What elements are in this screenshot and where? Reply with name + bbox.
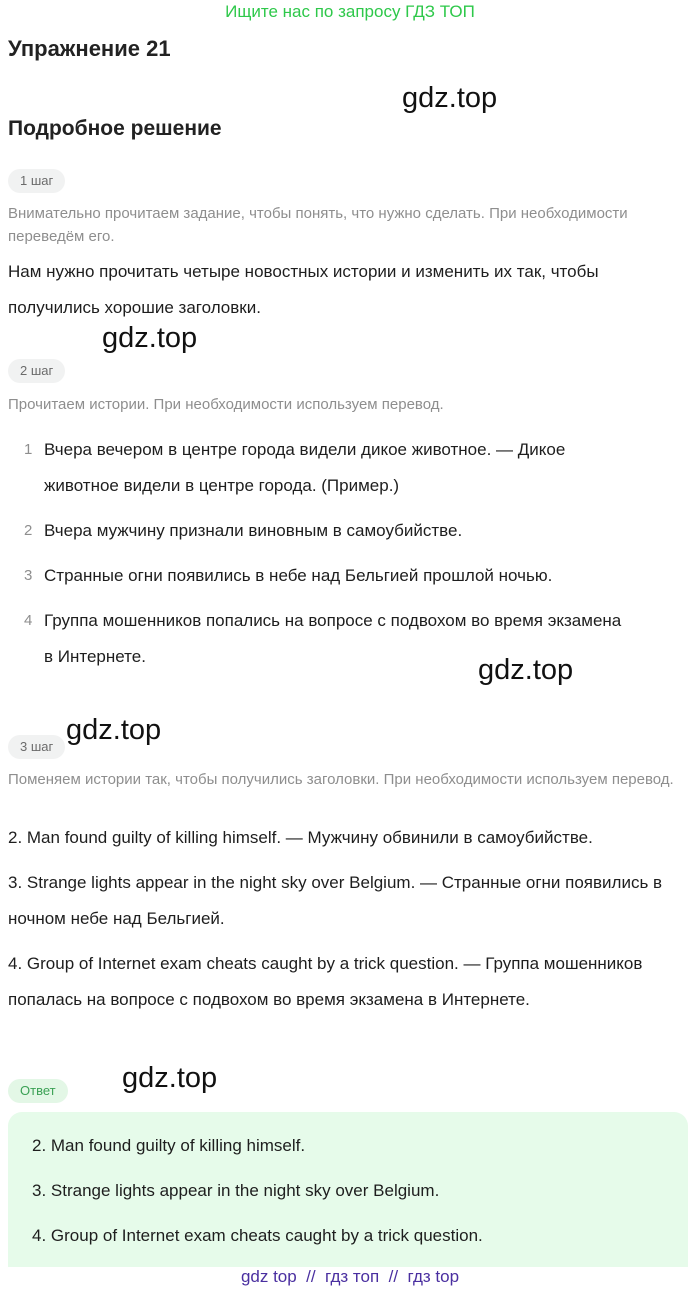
solution-line: 3. Strange lights appear in the night sky over Belgium. — Странные огни появились в ночном небе над Бельгией. (8, 873, 663, 928)
list-text: в Интернете. (44, 647, 146, 666)
list-number: 4 (24, 612, 33, 629)
watermark: gdz.top (402, 82, 498, 114)
answer-badge: Ответ (8, 1079, 68, 1103)
answer-line: 3. Strange lights appear in the night sky over Belgium. (32, 1181, 440, 1200)
step-badge: 3 шаг (8, 735, 65, 759)
list-item (24, 513, 684, 549)
section-title: Подробное решение (8, 117, 222, 140)
list-text: животное видели в центре города. (Пример.) (44, 476, 400, 495)
watermark: gdz.top (122, 1062, 218, 1094)
list-item (24, 558, 684, 594)
watermark: gdz.top (66, 714, 162, 746)
list-number: 2 (24, 522, 33, 539)
step-hint: Поменяем истории так, чтобы получились заголовки. При необходимости используем перевод. (8, 771, 674, 788)
promo-link[interactable]: Ищите нас по запросу ГДЗ ТОП (225, 2, 475, 21)
story-list (24, 432, 684, 684)
answer-line: 2. Man found guilty of killing himself. (32, 1136, 306, 1155)
page-title: Упражнение 21 (8, 36, 171, 61)
list-text: Вчера мужчину признали виновным в самоубийстве. (44, 521, 463, 540)
step-badge: 1 шаг (8, 169, 65, 193)
watermark: gdz.top (478, 654, 574, 686)
answer-line: 4. Group of Internet exam cheats caught by a trick question. (32, 1226, 483, 1245)
list-item (24, 432, 684, 504)
list-item (24, 603, 684, 675)
list-text: Вчера вечером в центре города видели дикое животное. — Дикое (44, 440, 566, 459)
step-badge: 2 шаг (8, 359, 65, 383)
list-number: 1 (24, 441, 33, 458)
solution-line: 2. Man found guilty of killing himself. — Мужчину обвинили в самоубийстве. (8, 828, 593, 847)
list-number: 3 (24, 567, 33, 584)
list-text: Группа мошенников попались на вопросе с подвохом во время экзамена (44, 611, 622, 630)
list-text: Странные огни появились в небе над Бельгией прошлой ночью. (44, 566, 553, 585)
solution-line: 4. Group of Internet exam cheats caught by a trick question. — Группа мошенников попалась на вопросе с подвохом во время экзамена в Интернете. (8, 954, 643, 1009)
watermark: gdz.top (102, 322, 198, 354)
footer-links[interactable]: gdz top // гдз топ // гдз top (240, 1267, 460, 1286)
answer-box (8, 1112, 688, 1267)
step-text: Нам нужно прочитать четыре новостных истории и изменить их так, чтобы получились хорошие заголовки. (8, 262, 599, 317)
step-hint: Прочитаем истории. При необходимости используем перевод. (8, 396, 444, 413)
step-hint: Внимательно прочитаем задание, чтобы понять, что нужно сделать. При необходимости переведём его. (8, 205, 628, 245)
